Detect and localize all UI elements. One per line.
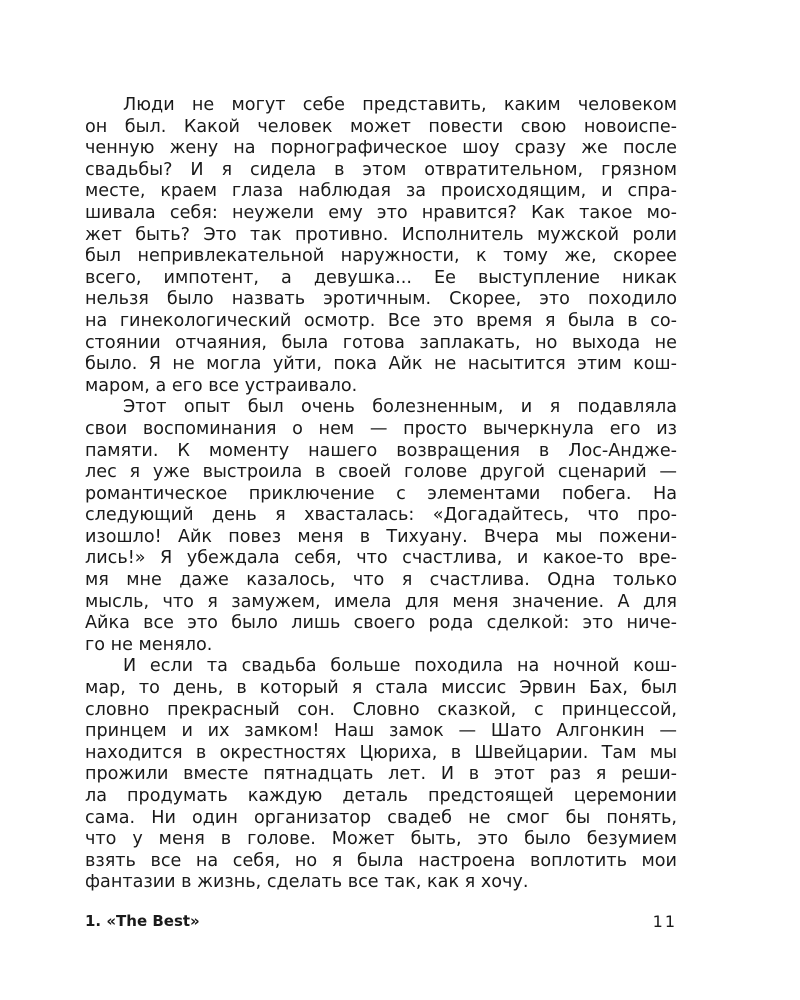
text-line: жет быть? Это так противно. Исполнитель мужской роли bbox=[85, 224, 677, 245]
text-line: Люди не могут себе представить, каким человеком bbox=[123, 95, 677, 115]
text-line: на гинекологический осмотр. Все это время я была в со- bbox=[85, 310, 677, 331]
page-number: 11 bbox=[652, 912, 677, 931]
text-line: ченную жену на порнографическое шоу сразу же после bbox=[85, 138, 677, 159]
text-line: следующий день я хвасталась: «Догадайтесь, что про- bbox=[85, 505, 677, 526]
text-line: романтическое приключение с элементами побега. На bbox=[85, 483, 677, 504]
text-line: шивала себя: неужели ему это нравится? Как такое мо- bbox=[85, 202, 677, 223]
text-line: месте, краем глаза наблюдая за происходящим, и спра- bbox=[85, 181, 677, 202]
text-line: ла продумать каждую деталь предстоящей церемонии bbox=[85, 786, 677, 806]
text-line: словно прекрасный сон. Словно сказкой, с принцессой, bbox=[85, 699, 677, 720]
text-line: мар, то день, в который я стала миссис Эрвин Бах, был bbox=[85, 678, 677, 699]
text-line: мысль, что я замужем, имела для меня значение. А для bbox=[85, 591, 677, 612]
text-line: лес я уже выстроила в своей голове другой сценарий — bbox=[85, 462, 677, 483]
body-text bbox=[85, 95, 677, 894]
text-line: свои воспоминания о нем — просто вычеркнула его из bbox=[85, 418, 677, 439]
text-line: свадьбы? И я сидела в этом отвратительном, грязном bbox=[85, 159, 677, 180]
text-line: Айка все это было лишь своего рода сделкой: это ниче- bbox=[85, 613, 677, 634]
text-line: что у меня в голове. Может быть, это было безумием bbox=[85, 829, 677, 850]
text-line: было. Я не могла уйти, пока Айк не насытится этим кош- bbox=[85, 354, 677, 375]
text-line: го не меняло. bbox=[85, 634, 213, 655]
text-line: мя мне даже казалось, что я счастлива. Одна только bbox=[85, 570, 677, 591]
text-line: Этот опыт был очень болезненным, и я подавляла bbox=[123, 397, 677, 418]
text-line: лись!» Я убеждала себя, что счастлива, и какое-то вре- bbox=[85, 548, 677, 569]
text-line: принцем и их замком! Наш замок — Шато Алгонкин — bbox=[85, 721, 677, 742]
text-line: всего, импотент, а девушка... Ее выступление никак bbox=[85, 267, 677, 288]
text-line: стоянии отчаяния, была готова заплакать, но выхода не bbox=[85, 332, 677, 353]
text-line: И если та свадьба больше походила на ночной кош- bbox=[123, 656, 677, 677]
text-line: прожили вместе пятнадцать лет. И в этот раз я реши- bbox=[85, 764, 677, 785]
text-line: фантазии в жизнь, сделать все так, как я хочу. bbox=[85, 872, 529, 893]
text-line: сама. Ни один организатор свадеб не смог бы понять, bbox=[85, 807, 677, 828]
text-line: был непривлекательной наружности, к тому же, скорее bbox=[85, 246, 677, 267]
text-line: памяти. К моменту нашего возвращения в Лос-Андже- bbox=[85, 440, 677, 461]
running-head: 1. «The Best» bbox=[85, 912, 200, 930]
text-line: он был. Какой человек может повести свою новоиспе- bbox=[85, 116, 677, 137]
text-line: маром, а его все устраивало. bbox=[85, 375, 358, 396]
text-line: нельзя было назвать эротичным. Скорее, это походило bbox=[85, 289, 677, 310]
text-line: находится в окрестностях Цюриха, в Швейцарии. Там мы bbox=[85, 742, 677, 763]
text-line: изошло! Айк повез меня в Тихуану. Вчера мы пожени- bbox=[85, 526, 677, 547]
text-line: взять все на себя, но я была настроена воплотить мои bbox=[85, 850, 677, 871]
